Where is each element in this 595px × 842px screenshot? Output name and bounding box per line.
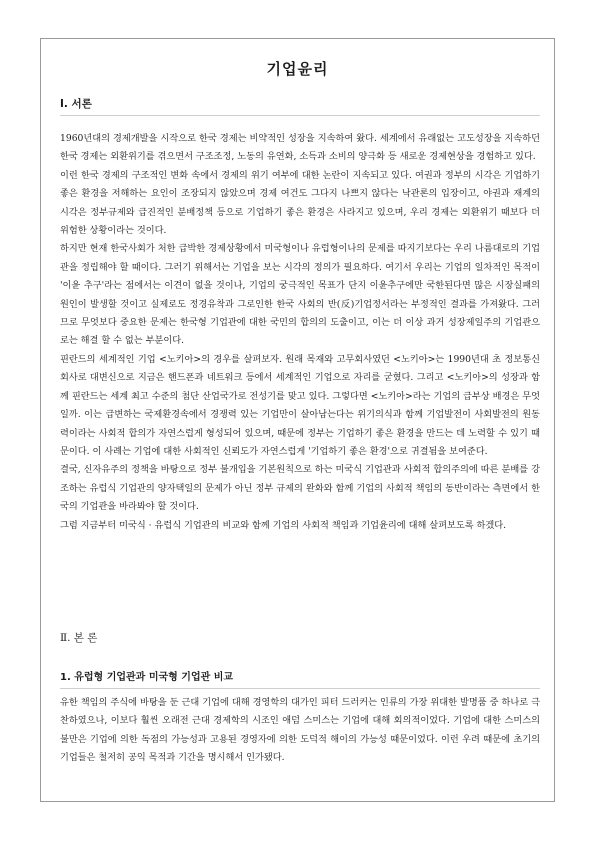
intro-paragraph-3: 하지만 현재 한국사회가 처한 급박한 경제상황에서 미국형이나 유럽형이나의 문제를 따지기보다는 우리 나름대로의 기업관을 정립해야 할 때이다. 그러기 위해서는 기업을 보는 시각의 정의가 필요하다. 여기서 우리는 기업의 일차적인 목적이 '이윤 추구'라는 점에서는 이견이 없을 것이나, 기업의 궁극적인 목표가 단지 이윤추구에만 국한된다면 많은 시장실패의 원인이 발생할 것이고 실제로도 정경유착과 그로인한 한국 사회의 반(反)기업정서라는 부정적인 결과를 가져왔다. 그러므로 무엇보다 중요한 문제는 한국형 기업관에 대한 국민의 합의의 도출이고, 이는 더 이상 과거 성장제일주의 기업관으로는 해결 할 수 없는 부분이다.: [60, 243, 540, 347]
section-heading-intro: Ⅰ. 서론: [60, 98, 92, 110]
intro-body: [60, 130, 540, 535]
intro-paragraph-5: 결국, 신자유주의 정책을 바탕으로 정부 불개입을 기본원칙으로 하는 미국식 기업관과 사회적 합의주의에 따른 분배를 강조하는 유럽식 기업관의 양자택일의 문제가 아닌 정부 규제의 완화와 함께 기업의 사회적 책임의 동반이라는 측면에서 한국의 기업관을 바라봐야 할 것이다.: [60, 464, 540, 513]
page-title: 기업윤리: [266, 60, 329, 78]
subsection-heading-comparison: 1. 유럽형 기업관과 미국형 기업관 비교: [60, 672, 234, 683]
intro-paragraph-6: 그럼 지금부터 미국식 · 유럽식 기업관의 비교와 함께 기업의 사회적 책임과 기업윤리에 대해 살펴보도록 하겠다.: [60, 519, 507, 531]
section-heading-body: Ⅱ. 본 론: [60, 632, 98, 644]
comparison-body: [60, 694, 540, 768]
subsection-divider: [60, 688, 540, 689]
comparison-paragraph-1: 유한 책임의 주식에 바탕을 둔 근대 기업에 대해 경영학의 대가인 피터 드러커는 인류의 가장 위대한 발명품 중 하나로 극찬하였으나, 이보다 훨씬 오래전 근대 경제학의 시조인 애덤 스미스는 기업에 대해 회의적이었다. 기업에 대한 스미스의 불만은 기업에 의한 독점의 가능성과 고용된 경영자에 의한 도덕적 해이의 가능성 때문이었다. 이런 우려 때문에 초기의 기업들은 철저히 공익 목적과 기간을 명시해서 인가됐다.: [60, 697, 540, 764]
section-divider: [60, 115, 540, 116]
intro-paragraph-1: 1960년대의 경제개발을 시작으로 한국 경제는 비약적인 성장을 지속하여 왔다. 세계에서 유래없는 고도성장을 지속하던 한국 경제는 외환위기를 겪으면서 구조조정, 노동의 유연화, 소득과 소비의 양극화 등 새로운 경제현상을 경험하고 있다.: [60, 133, 540, 163]
intro-paragraph-4: 핀란드의 세계적인 기업 <노키아>의 경우를 살펴보자. 원래 목재와 고무회사였던 <노키아>는 1990년대 초 정보통신회사로 대변신으로 지금은 핸드폰과 네트워크 등에서 세계적인 기업으로 자리를 굳혔다. 그리고 <노키아>의 성장과 함께 핀란드는 세계 최고 수준의 첨단 산업국가로 전성기를 맞고 있다. 그렇다면 <노키아>라는 기업의 급부상 배경은 무엇일까. 이는 급변하는 국제환경속에서 경쟁력 있는 기업만이 살아남는다는 위기의식과 함께 기업발전이 사회발전의 원동력이라는 사회적 합의가 자연스럽게 형성되어 있으며, 때문에 정부는 기업하기 좋은 환경을 만드는 데 노력할 수 있기 때문이다. 이 사례는 기업에 대한 사회적인 신뢰도가 자연스럽게 '기업하기 좋은 환경'으로 귀결됨을 보여준다.: [60, 353, 540, 457]
intro-paragraph-2: 이런 한국 경제의 구조적인 변화 속에서 경제의 위기 여부에 대한 논란이 지속되고 있다. 여권과 정부의 시각은 기업하기 좋은 환경을 저해하는 요인이 조장되지 않았으며 경제 여건도 그다지 나쁘지 않다는 낙관론의 입장이고, 야권과 재계의 시각은 정부규제와 급진적인 분배정책 등으로 기업하기 좋은 환경은 사라지고 있으며, 우리 경제는 외환위기 때보다 더 위험한 상황이라는 것이다.: [60, 169, 540, 237]
